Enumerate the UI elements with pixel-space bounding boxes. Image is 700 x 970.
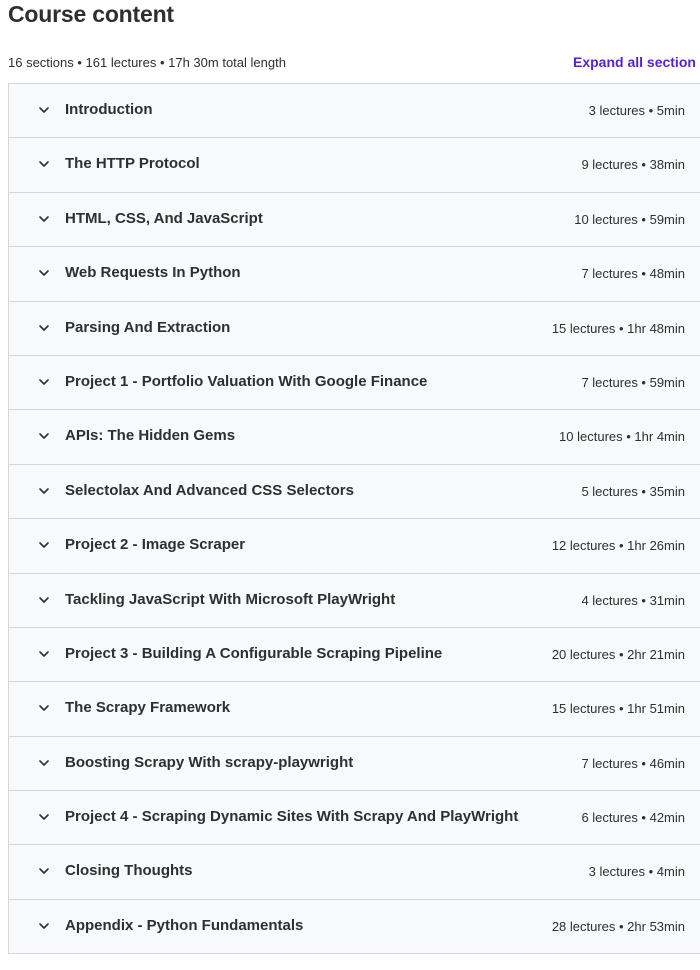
section-title: Project 1 - Portfolio Valuation With Google Finance [65,372,428,390]
section-row[interactable] [9,682,700,736]
course-summary: 16 sections • 161 lectures • 17h 30m total length [8,55,286,70]
section-list [8,83,700,954]
section-meta: 5 lectures • 35min [581,483,685,499]
section-title: Boosting Scrapy With scrapy-playwright [65,753,354,771]
section-row[interactable] [9,519,700,573]
section-title: HTML, CSS, And JavaScript [65,209,263,227]
section-row[interactable] [9,247,700,301]
section-title: The HTTP Protocol [65,155,200,173]
chevron-down-icon [37,429,51,443]
chevron-down-icon [37,266,51,280]
section-row[interactable] [9,845,700,899]
section-title: Selectolax And Advanced CSS Selectors [65,481,354,499]
section-row[interactable] [9,791,700,845]
section-row[interactable] [9,900,700,954]
chevron-down-icon [37,647,51,661]
page-title: Course content [8,1,174,27]
chevron-down-icon [37,103,51,117]
chevron-down-icon [37,864,51,878]
section-meta: 15 lectures • 1hr 48min [551,320,685,336]
section-meta: 28 lectures • 2hr 53min [551,918,685,934]
section-meta: 12 lectures • 1hr 26min [551,538,685,554]
section-title: Appendix - Python Fundamentals [65,916,304,934]
section-meta: 10 lectures • 1hr 4min [559,429,685,445]
section-title: Parsing And Extraction [65,318,231,336]
section-meta: 10 lectures • 59min [574,211,685,227]
chevron-down-icon [37,756,51,770]
section-row[interactable] [9,356,700,410]
section-meta: 3 lectures • 5min [588,103,685,118]
section-meta: 3 lectures • 4min [588,864,685,880]
section-meta: 15 lectures • 1hr 51min [551,701,685,717]
section-title: Closing Thoughts [65,862,193,880]
section-meta: 7 lectures • 48min [581,266,685,282]
section-meta: 9 lectures • 38min [581,157,685,173]
chevron-down-icon [37,212,51,226]
section-row[interactable] [9,138,700,192]
section-title: Project 2 - Image Scraper [65,536,246,554]
section-meta: 4 lectures • 31min [581,592,685,608]
chevron-down-icon [37,810,51,824]
section-title: Web Requests In Python [65,264,241,282]
section-title: APIs: The Hidden Gems [65,427,236,445]
section-row[interactable] [9,193,700,247]
section-meta: 20 lectures • 2hr 21min [551,646,685,662]
chevron-down-icon [37,484,51,498]
section-row[interactable] [9,737,700,791]
chevron-down-icon [37,593,51,607]
section-row[interactable] [9,410,700,464]
section-title: Tackling JavaScript With Microsoft PlayWright [65,590,396,608]
section-title: Project 3 - Building A Configurable Scraping Pipeline [65,644,443,662]
section-row[interactable] [9,574,700,628]
section-title: Project 4 - Scraping Dynamic Sites With Scrapy And PlayWright [65,808,519,826]
chevron-down-icon [37,701,51,715]
section-title: Introduction [65,101,153,118]
course-summary-row [8,52,700,74]
section-title: The Scrapy Framework [65,699,231,717]
expand-all-sections-button[interactable]: Expand all section [573,54,696,70]
chevron-down-icon [37,321,51,335]
section-meta: 6 lectures • 42min [581,810,685,826]
section-row[interactable] [9,302,700,356]
chevron-down-icon [37,375,51,389]
section-meta: 7 lectures • 59min [581,374,685,390]
chevron-down-icon [37,538,51,552]
section-meta: 7 lectures • 46min [581,755,685,771]
chevron-down-icon [37,919,51,933]
section-row[interactable] [9,84,700,138]
section-row[interactable] [9,465,700,519]
section-row[interactable] [9,628,700,682]
chevron-down-icon [37,157,51,171]
